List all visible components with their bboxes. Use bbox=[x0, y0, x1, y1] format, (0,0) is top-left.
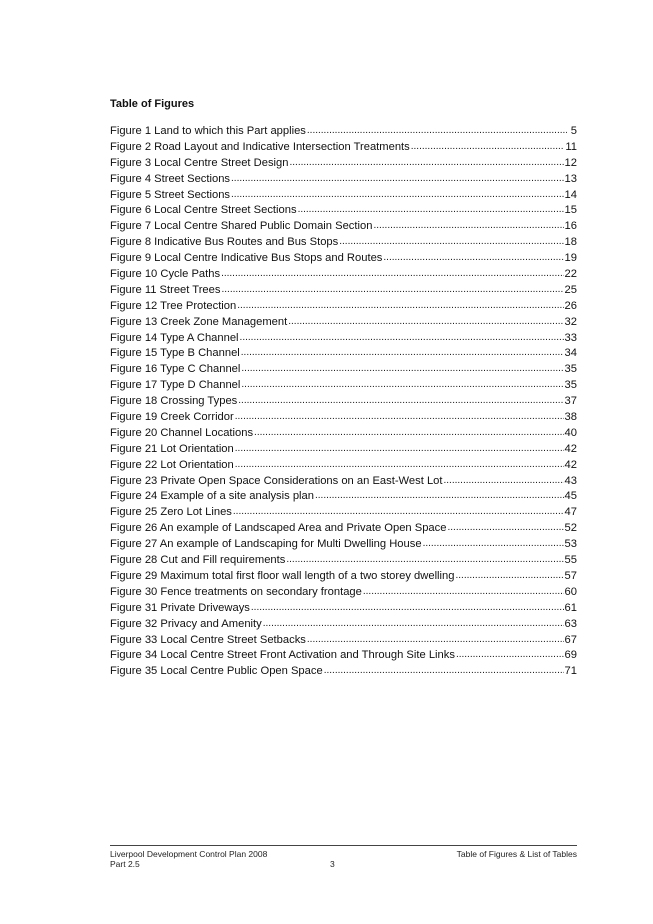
dot-leader bbox=[235, 441, 564, 457]
dot-leader bbox=[286, 552, 563, 568]
figure-entry-page-number: 67 bbox=[564, 633, 577, 646]
figure-entry[interactable] bbox=[110, 283, 577, 299]
figure-entry-page-number: 16 bbox=[564, 220, 577, 233]
figure-entry-page-number: 42 bbox=[564, 458, 577, 471]
figure-entry[interactable] bbox=[110, 235, 577, 251]
dot-leader bbox=[231, 187, 564, 203]
figure-entry-page-number: 32 bbox=[564, 315, 577, 328]
figure-entry-title: Figure 5 Street Sections bbox=[110, 188, 231, 201]
figure-entry-title: Figure 14 Type A Channel bbox=[110, 331, 239, 344]
figure-entry-page-number: 13 bbox=[564, 172, 577, 185]
figure-entry[interactable] bbox=[110, 569, 577, 585]
figure-entry[interactable] bbox=[110, 267, 577, 283]
figure-entry-title: Figure 26 An example of Landscaped Area and Private Open Space bbox=[110, 522, 447, 535]
figure-entry-title: Figure 10 Cycle Paths bbox=[110, 268, 221, 281]
dot-leader bbox=[324, 663, 564, 679]
figure-entry-title: Figure 8 Indicative Bus Routes and Bus Stops bbox=[110, 236, 339, 249]
dot-leader bbox=[289, 155, 563, 171]
figure-entry[interactable] bbox=[110, 251, 577, 267]
dot-leader bbox=[373, 218, 563, 234]
figure-entry-page-number: 69 bbox=[564, 649, 577, 662]
figure-entry-title: Figure 29 Maximum total first floor wall length of a two storey dwelling bbox=[110, 569, 455, 582]
figure-entry[interactable] bbox=[110, 410, 577, 426]
dot-leader bbox=[288, 314, 563, 330]
figure-entry-title: Figure 3 Local Centre Street Design bbox=[110, 156, 289, 169]
dot-leader bbox=[444, 473, 564, 489]
figure-entry-page-number: 11 bbox=[565, 140, 577, 153]
figure-entry-title: Figure 22 Lot Orientation bbox=[110, 458, 234, 471]
figure-entry[interactable] bbox=[110, 664, 577, 680]
figure-entry[interactable] bbox=[110, 537, 577, 553]
figure-entry[interactable] bbox=[110, 505, 577, 521]
dot-leader bbox=[241, 377, 563, 393]
figure-entry-title: Figure 27 An example of Landscaping for Multi Dwelling House bbox=[110, 538, 422, 551]
dot-leader bbox=[263, 616, 564, 632]
dot-leader bbox=[315, 488, 564, 504]
figure-entry-title: Figure 2 Road Layout and Indicative Intersection Treatments bbox=[110, 140, 410, 153]
figure-entry-page-number: 60 bbox=[564, 585, 577, 598]
dot-leader bbox=[363, 584, 564, 600]
figure-entry[interactable] bbox=[110, 331, 577, 347]
figure-entry[interactable] bbox=[110, 315, 577, 331]
dot-leader bbox=[238, 393, 563, 409]
figure-entry-page-number: 14 bbox=[564, 188, 577, 201]
figure-entry[interactable] bbox=[110, 426, 577, 442]
figure-entry[interactable] bbox=[110, 633, 577, 649]
dot-leader bbox=[423, 536, 564, 552]
figure-entry-page-number: 35 bbox=[564, 379, 577, 392]
figure-entry-title: Figure 33 Local Centre Street Setbacks bbox=[110, 633, 306, 646]
figure-entry-title: Figure 35 Local Centre Public Open Space bbox=[110, 665, 323, 678]
figure-entry[interactable] bbox=[110, 378, 577, 394]
figure-entry[interactable] bbox=[110, 458, 577, 474]
dot-leader bbox=[251, 600, 564, 616]
section-heading: Table of Figures bbox=[110, 98, 195, 110]
footer-section-title: Table of Figures & List of Tables bbox=[456, 849, 577, 859]
figure-entry-title: Figure 25 Zero Lot Lines bbox=[110, 506, 232, 519]
figure-entry-title: Figure 24 Example of a site analysis plan bbox=[110, 490, 314, 503]
figure-entry[interactable] bbox=[110, 124, 577, 140]
dot-leader bbox=[298, 202, 564, 218]
figure-entry-page-number: 53 bbox=[564, 538, 577, 551]
figure-entry-page-number: 19 bbox=[564, 252, 577, 265]
dot-leader bbox=[254, 425, 564, 441]
dot-leader bbox=[307, 123, 567, 139]
figure-entry-title: Figure 16 Type C Channel bbox=[110, 363, 241, 376]
dot-leader bbox=[235, 457, 564, 473]
figure-entry-page-number: 55 bbox=[564, 554, 577, 567]
figure-entry-page-number: 43 bbox=[564, 474, 577, 487]
footer-document-title: Liverpool Development Control Plan 2008 bbox=[110, 849, 268, 859]
figure-entry-page-number: 37 bbox=[564, 395, 577, 408]
footer-page-number: 3 bbox=[330, 859, 335, 869]
footer-document-info bbox=[110, 849, 267, 869]
figure-entry[interactable] bbox=[110, 188, 577, 204]
figure-entry-page-number: 33 bbox=[564, 331, 577, 344]
dot-leader bbox=[447, 520, 563, 536]
figure-entry-page-number: 26 bbox=[564, 299, 577, 312]
figure-entry-page-number: 47 bbox=[564, 506, 577, 519]
figure-entry-page-number: 52 bbox=[564, 522, 577, 535]
dot-leader bbox=[221, 266, 563, 282]
figure-entry-page-number: 61 bbox=[564, 601, 577, 614]
figure-entry-page-number: 38 bbox=[564, 411, 577, 424]
figure-entry-title: Figure 18 Crossing Types bbox=[110, 395, 238, 408]
figure-entry-title: Figure 1 Land to which this Part applies bbox=[110, 125, 306, 137]
dot-leader bbox=[235, 409, 564, 425]
figure-entry-title: Figure 31 Private Driveways bbox=[110, 601, 250, 614]
figure-entry-title: Figure 32 Privacy and Amenity bbox=[110, 617, 262, 630]
figure-entry-page-number: 71 bbox=[564, 665, 577, 678]
figure-entry[interactable] bbox=[110, 203, 577, 219]
figure-entry[interactable] bbox=[110, 156, 577, 172]
figure-entry-title: Figure 6 Local Centre Street Sections bbox=[110, 204, 297, 217]
figure-entry[interactable] bbox=[110, 601, 577, 617]
dot-leader bbox=[240, 330, 564, 346]
figure-entry-page-number: 34 bbox=[564, 347, 577, 360]
dot-leader bbox=[456, 647, 564, 663]
figure-entry-title: Figure 9 Local Centre Indicative Bus Stops and Routes bbox=[110, 252, 383, 265]
figure-entry-page-number: 35 bbox=[564, 363, 577, 376]
figure-entry-page-number: 63 bbox=[564, 617, 577, 630]
figure-entry-title: Figure 20 Channel Locations bbox=[110, 426, 254, 439]
figure-entry-title: Figure 21 Lot Orientation bbox=[110, 442, 234, 455]
figure-entry[interactable] bbox=[110, 474, 577, 490]
figure-entry-title: Figure 19 Creek Corridor bbox=[110, 411, 234, 424]
figure-entry-page-number: 12 bbox=[564, 156, 577, 169]
figure-entry-page-number: 42 bbox=[564, 442, 577, 455]
figure-entry[interactable] bbox=[110, 585, 577, 601]
figure-entry-title: Figure 11 Street Trees bbox=[110, 283, 221, 296]
figure-entry-title: Figure 28 Cut and Fill requirements bbox=[110, 554, 286, 567]
figure-entry[interactable] bbox=[110, 521, 577, 537]
figure-entry-page-number: 45 bbox=[564, 490, 577, 503]
figure-entry-page-number: 40 bbox=[564, 426, 577, 439]
figure-entry[interactable] bbox=[110, 648, 577, 664]
dot-leader bbox=[233, 504, 564, 520]
footer-part-label: Part 2.5 bbox=[110, 859, 140, 869]
dot-leader bbox=[411, 139, 565, 155]
figure-entry-title: Figure 17 Type D Channel bbox=[110, 379, 241, 392]
dot-leader bbox=[455, 568, 563, 584]
figure-entry-page-number: 15 bbox=[564, 204, 577, 217]
figure-entry-title: Figure 7 Local Centre Shared Public Domain Section bbox=[110, 220, 373, 233]
figure-entry[interactable] bbox=[110, 617, 577, 633]
figure-entry-title: Figure 30 Fence treatments on secondary frontage bbox=[110, 585, 362, 598]
footer-divider bbox=[110, 845, 577, 846]
dot-leader bbox=[339, 234, 563, 250]
figure-entry-page-number: 22 bbox=[564, 268, 577, 281]
figure-entry[interactable] bbox=[110, 442, 577, 458]
figure-entry-title: Figure 34 Local Centre Street Front Activation and Through Site Links bbox=[110, 649, 455, 662]
figure-entry[interactable] bbox=[110, 489, 577, 505]
figure-entry-page-number: 18 bbox=[564, 236, 577, 249]
figure-entry[interactable] bbox=[110, 219, 577, 235]
figure-entry-title: Figure 13 Creek Zone Management bbox=[110, 315, 288, 328]
figure-entry-title: Figure 4 Street Sections bbox=[110, 172, 231, 185]
dot-leader bbox=[383, 250, 563, 266]
dot-leader bbox=[241, 361, 563, 377]
figure-entry-title: Figure 23 Private Open Space Considerations on an East-West Lot bbox=[110, 474, 443, 487]
dot-leader bbox=[221, 282, 563, 298]
dot-leader bbox=[241, 345, 564, 361]
figure-entry-page-number: 25 bbox=[564, 283, 577, 296]
figure-entry[interactable] bbox=[110, 362, 577, 378]
dot-leader bbox=[237, 298, 563, 314]
figure-entry[interactable] bbox=[110, 172, 577, 188]
figure-entry[interactable] bbox=[110, 299, 577, 315]
figure-entry[interactable] bbox=[110, 346, 577, 362]
figure-entry-title: Figure 12 Tree Protection bbox=[110, 299, 237, 312]
dot-leader bbox=[307, 632, 564, 648]
figure-entry[interactable] bbox=[110, 553, 577, 569]
figure-entry-page-number: 57 bbox=[564, 569, 577, 582]
dot-leader bbox=[231, 171, 564, 187]
figure-entry[interactable] bbox=[110, 394, 577, 410]
figure-entry[interactable] bbox=[110, 140, 577, 156]
figure-entry-title: Figure 15 Type B Channel bbox=[110, 347, 240, 360]
figure-entry-page-number: 5 bbox=[570, 125, 577, 137]
table-of-figures-list bbox=[110, 124, 577, 680]
